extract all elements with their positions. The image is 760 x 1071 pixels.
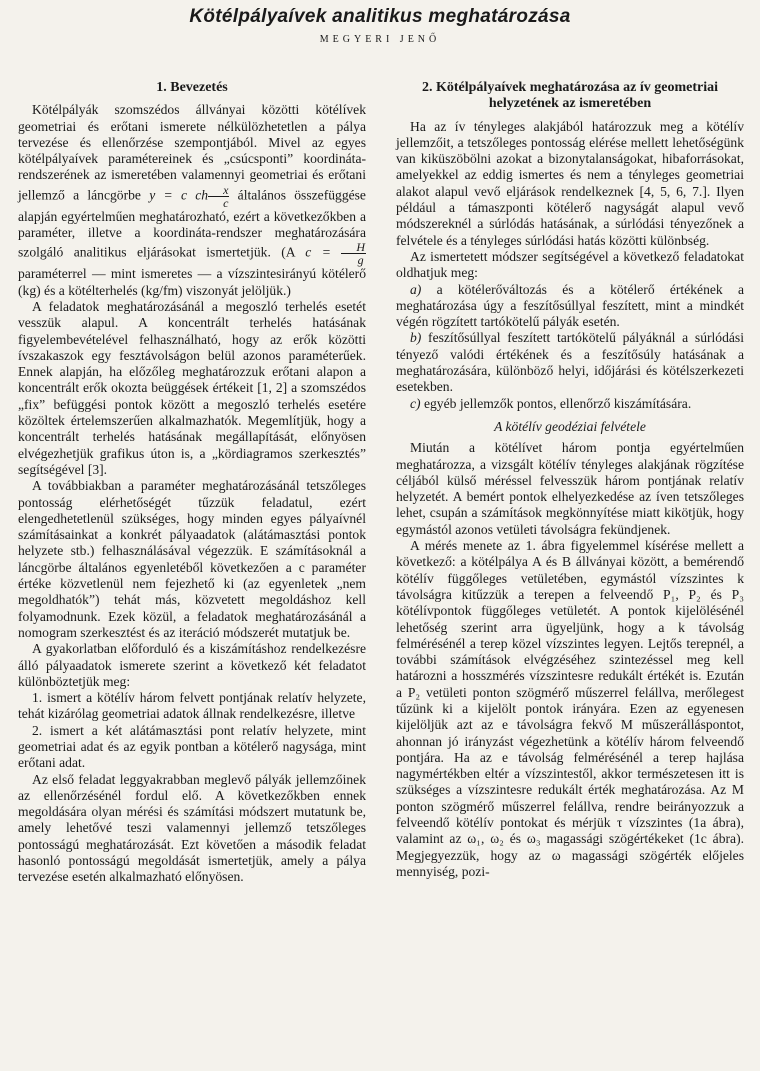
paragraph (18, 102, 366, 299)
fraction-numerator: H (341, 241, 366, 254)
section-heading-introduction: 1. Bevezetés (156, 80, 228, 95)
list-label: c) (410, 395, 421, 411)
list-item (396, 330, 744, 395)
paragraph-text: Kötélpályák szomszédos állványai közötti kötélívek geometriai és erőtani ismerete nélkülözhetetlen a pálya tervezése és ellenőrzése szempontjából. Mivel az egyes kötélpályaívek paramétereinek és „csúcsponti” koordináta-rendszerének az ismeretében valamennyi geometriai és erőtani jellemző a láncgörbe (18, 102, 366, 203)
paragraph: A feladatok meghatározásánál a megoszló terhelés esetét vesszük alapul. A koncentrált terhelés hatásának figyelembevételével felhasználható, hogy az erők közötti ívszakaszok egy fesztávolságon belül azonos paraméterűek. Ennek alapján, ha előzőleg meghatározzuk erőtani alapon a koncentrált erők okozta beüggések értékeit [1, 2] a szomszédos „fix” befüggési pontok között a megoszló terhelés esetére közöltek értelemszerűen alkalmazhatók. Megemlítjük, hogy a koncentrált terhelés hatásának megállapítását, előnyösen elvégezhetjük grafikus úton is, a „kördiagramos szerkesztés” segítségével [3]. (18, 298, 366, 477)
paragraph: A továbbiakban a paraméter meghatározásánál tetszőleges pontosság elérhetőségét tűzzük feladatul, ezért elengedhetetlenül szükséges, hogy minden egyes pályaívnél számításainkat a konkrét pályaadatok (alátámasztási pontok helyzete stb.) felhasználásával végezzük. E számításoknál a láncgörbe általános egyenletéből következően a c paraméter értéke közvetlenül nem fejezhető ki (az egyenletek „nem megoldhatók”) tehát más, közvetett megoldáshoz kell folyamodnunk. Ezek közül, a feladatok meghatározásánál a nomogram szerkesztést és az iteráció módszerét mutatjuk be. (18, 478, 366, 640)
paragraph: Az ismertetett módszer segítségével a következő feladatokat oldhatjuk meg: (396, 248, 744, 281)
list-item (396, 282, 744, 331)
list-label: a) (410, 281, 422, 297)
paragraph: Ha az ív tényleges alakjából határozzuk meg a kötélív jellemzőit, a tetszőleges pontosság elérése mellett lehetőségünk van kiküszöbölni azokat a bizonytalanságokat, hibaforrásokat, amelyekkel az eddig ismertes és nem a tényleges geometriai alakot alapul vevő eljárások rendelkeznek [4, 5, 6, 7.]. Ilyen például a támaszponti kötélerő nagyságát alapul vevő módszereknél a súrlódás hatásának, a súrlódási tényezőnek a felvétele és a tényleges súrlódási hatás közötti különbség. (396, 118, 744, 248)
list-item: 1. ismert a kötélív három felvett pontjának relatív helyzete, tehát kizárólag geometriai adatok állnak rendelkezésre, illetve (18, 690, 366, 722)
list-label: b) (410, 330, 422, 346)
equation-parameter: c = (305, 245, 331, 260)
equation-catenary: y = c ch (149, 187, 209, 203)
right-column (396, 58, 744, 880)
paragraph-text: általános összefüggése alapján egyértelműen meghatározható, ezért a következőkben a paraméter, illetve a koordináta-rendszer meghatározására szolgáló analitikus eljárásokat ismertetjük. (A (18, 187, 366, 260)
article-title: Kötélpályaívek analitikus meghatározása (189, 6, 571, 27)
fraction-denominator: g (357, 253, 364, 268)
list-item-text: a kötélerőváltozás és a kötélerő értékének a meghatározása úgy a feszítősúllyal feszített, mint a mindkét végén rögzített tartókötelű pályák esetén. (396, 281, 744, 330)
fraction (208, 184, 229, 209)
fraction-denominator: c (223, 195, 229, 210)
section-heading-geometry: 2. Kötélpályaívek meghatározása az ív geometriai helyzetének az ismeretében (421, 80, 719, 112)
paragraph: Miután a kötélívet három pontja egyértelműen meghatározza, a vizsgált kötélív tényleges alakjának rögzítése céljából külső méréssel felvesszük három pontjának relatív helyzetét. A bemért pontok elhelyezkedése az íven tetszőleges lehet, csupán a számítások megkönnyítése miatt kikötjük, hogy egymástól azonos vetületi távolságra fekündjenek. (396, 440, 744, 537)
paragraph: A gyakorlatban előforduló és a kiszámításhoz rendelkezésre álló pályaadatok ismerete szerint a következő két feladatot különböztetjük meg: (18, 641, 366, 689)
list-item (396, 396, 744, 412)
article-author: MEGYERI JENŐ (319, 34, 441, 45)
paragraph: Az első feladat leggyakrabban meglevő pályák jellemzőinek az ellenőrzésénél fordul elő. A következőkben ennek megoldására olyan mérési és számítási módszert mutatunk be, amely lehetővé teszi valamennyi jellemző tetszőleges pontosságú meghatározását. Ezt követően a második feladat hasonló pontosságú megoldását ismertetjük, amely a pálya tervezése esetén alkalmazható előnyösen. (18, 771, 366, 885)
list-item: 2. ismert a két alátámasztási pont relatív helyzete, mint geometriai adat és az egyik pontban a kötélerő nagysága, mint erőtani adat. (18, 722, 366, 771)
subsection-heading: A kötélív geodéziai felvétele (494, 418, 646, 434)
fraction-numerator: x (208, 184, 229, 197)
left-column (18, 58, 366, 886)
list-item-text: feszítősúllyal feszített tartókötelű pályáknál a súrlódási tényező valódi értékének és a feszítősúly hatásának a meghatározására, különböző helyi, időjárási és kötélszerkezeti esetekben. (396, 330, 744, 395)
list-item-text: egyéb jellemzők pontos, ellenőrző kiszámítására. (423, 395, 692, 411)
paragraph: A mérés menete az 1. ábra figyelemmel kísérése mellett a következő: a kötélpálya A és B állványai között, a bemérendő kötélív függőleges vetületében, egymástól vízszintes k távolságra kitűzzük a terepen a felveendő P₁, P₂ és P₃ kötélívpontok függőleges vetületét. A pontok kijelölésénél lehetőség szerint arra ügyeljünk, hogy a k távolság felmérésénél a terep közel vízszintes legyen. Lejtős terepnél, a további számítások elvégzéséhez szintezéssel meg kell határozni a hosszmérés vízszintesre redukált értékét is. Ezután a P₂ vetületi ponton szögmérő műszerrel felállva, merőlegest tűzünk ki a kijelölt pontok irányára. Ezen az egyenesen kijelöljük azt az e távolságra fekvő M műszerálláspontot, ahonnan jó irányzást végezhetünk a kötélív három felveendő pontjára. Ha az e távolság felmérésénél a terep hajlása nagymértékben eltér a vízszintestől, akkor természetesen itt is szükséges a vízszintesre redukált érték meghatározása. Az M ponton szögmérő műszerrel felállva, rendre beirányozzuk a felveendő kötélív pontokat és mérjük τ vízszintes (1a ábra), valamint az ω₁, ω₂ és ω₃ magassági szögértékeket (1c ábra). Megjegyezzük, hogy az ω magassági szögérték előjeles mennyiség, pozi- (396, 538, 744, 879)
fraction (341, 241, 366, 266)
paragraph-text: paraméterrel — mint ismeretes — a vízszintesirányú kötélerő (kg) és a kötélterhelés (kg/fm) viszonyát jelöljük.) (18, 266, 366, 298)
